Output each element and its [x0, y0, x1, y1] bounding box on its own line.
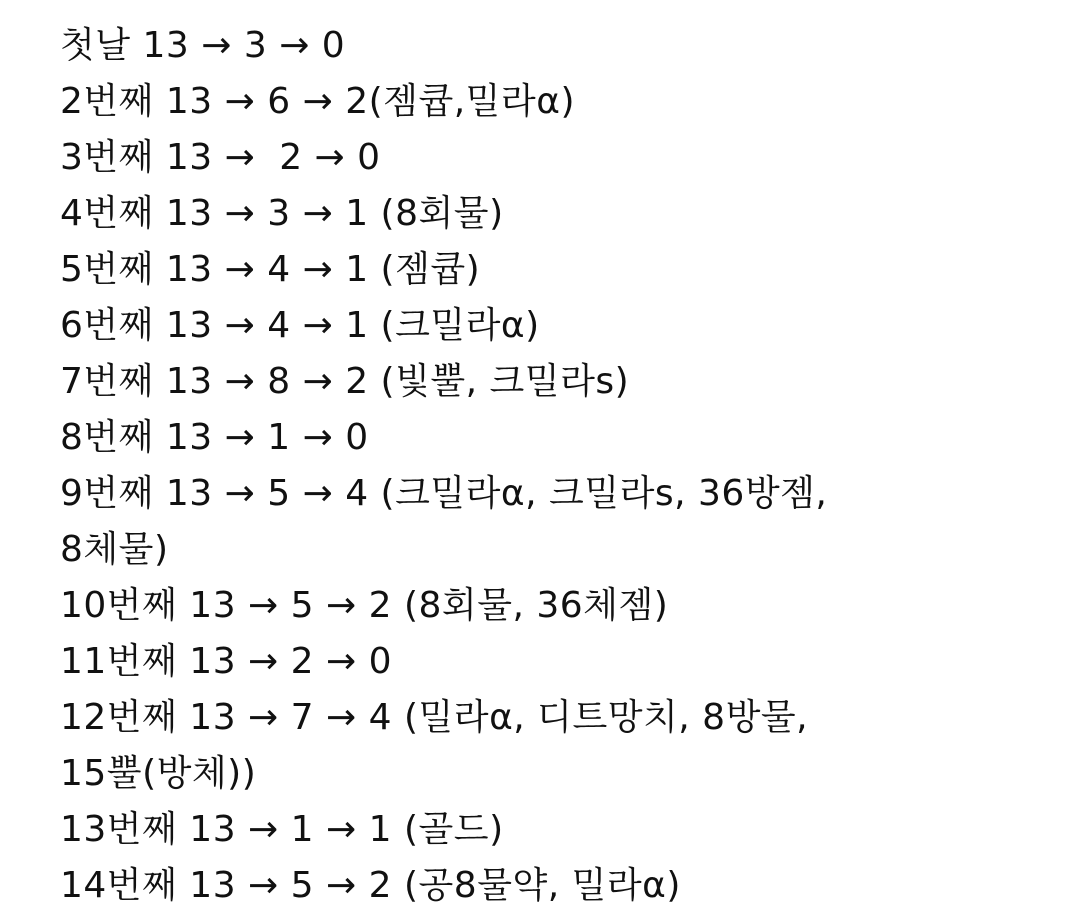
note-line-6: 6번째 13 → 4 → 1 (크밀라α) [60, 305, 540, 346]
note-line-10: 10번째 13 → 5 → 2 (8회물, 36체젬) [60, 585, 669, 626]
handwritten-note [60, 18, 1020, 914]
note-line-14: 14번째 13 → 5 → 2 (공8물약, 밀라α) [60, 865, 681, 906]
note-line-5: 5번째 13 → 4 → 1 (젬큡) [60, 249, 481, 290]
note-line-3: 3번째 13 → 2 → 0 [60, 137, 381, 178]
note-line-12-continued: 15뿔(방체)) [60, 753, 257, 794]
note-line-8: 8번째 13 → 1 → 0 [60, 417, 369, 458]
note-line-1: 첫날 13 → 3 → 0 [60, 25, 346, 66]
note-line-13: 13번째 13 → 1 → 1 (골드) [60, 809, 504, 850]
note-line-7: 7번째 13 → 8 → 2 (빛뿔, 크밀라s) [60, 361, 630, 402]
note-line-9-continued: 8체물) [60, 529, 169, 570]
note-line-2: 2번째 13 → 6 → 2(젬큡,밀라α) [60, 81, 575, 122]
note-line-9: 9번째 13 → 5 → 4 (크밀라α, 크밀라s, 36방젬, [60, 473, 828, 514]
note-line-4: 4번째 13 → 3 → 1 (8회물) [60, 193, 504, 234]
note-line-12: 12번째 13 → 7 → 4 (밀라α, 디트망치, 8방물, [60, 697, 809, 738]
note-line-11: 11번째 13 → 2 → 0 [60, 641, 393, 682]
